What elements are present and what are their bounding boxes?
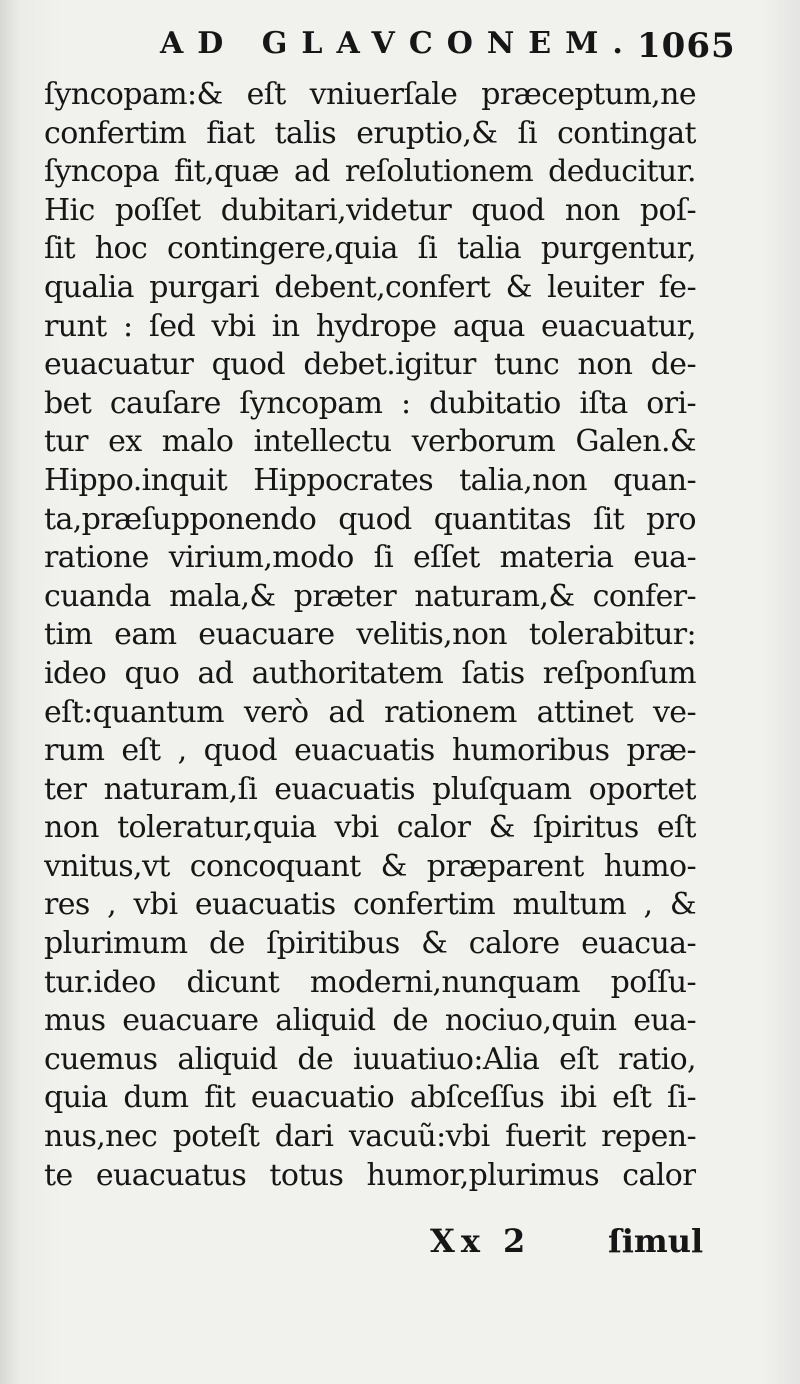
text-line: ſyncopam:& eſt vniuerſale præceptum,ne bbox=[44, 77, 696, 112]
text-line: confertim fiat talis eruptio,& ſi contingat bbox=[44, 115, 696, 151]
text-line: plurimum de ſpiritibus & calore euacua- bbox=[44, 926, 696, 962]
text-line: qualia purgari debent,confert & leuiter fe- bbox=[44, 269, 696, 305]
text-line: ſyncopa fit,quæ ad reſolutionem deducitur. bbox=[44, 154, 696, 190]
text-line: cuemus aliquid de iuuatiuo:Alia eſt ratio, bbox=[44, 1041, 696, 1077]
text-line: nus,nec poteſt dari vacuũ:vbi fuerit repen- bbox=[44, 1119, 696, 1155]
body-text bbox=[44, 76, 696, 1195]
text-line: ter naturam,ſi euacuatis pluſquam oportet bbox=[44, 771, 696, 807]
page-header bbox=[160, 26, 736, 72]
text-line: ta,præſupponendo quod quantitas ſit pro bbox=[44, 501, 696, 537]
text-line: bet cauſare ſyncopam : dubitatio iſta ori- bbox=[44, 385, 696, 421]
text-line: Hippo.inquit Hippocrates talia,non quan- bbox=[44, 462, 696, 498]
catchword: ſimul bbox=[608, 1222, 704, 1260]
text-line: Hic poſſet dubitari,videtur quod non poſ- bbox=[44, 192, 696, 228]
text-line: euacuatur quod debet.igitur tunc non de- bbox=[44, 347, 696, 383]
running-head: AD GLAVCONEM. bbox=[160, 26, 637, 61]
text-line: mus euacuare aliquid de nociuo,quin eua- bbox=[44, 1003, 696, 1039]
text-line: te euacuatus totus humor,plurimus calor bbox=[44, 1157, 696, 1193]
text-line: non toleratur,quia vbi calor & ſpiritus eſt bbox=[44, 810, 696, 846]
text-line: res , vbi euacuatis confertim multum , & bbox=[44, 887, 696, 923]
text-line: ratione virium,modo ſi eſſet materia eua- bbox=[44, 540, 696, 576]
page-number: 1065 bbox=[637, 26, 736, 66]
text-line: ſit hoc contingere,quia ſi talia purgentur, bbox=[44, 231, 696, 267]
text-line: ideo quo ad authoritatem ſatis reſponſum bbox=[44, 655, 696, 691]
signature-mark: Xx 2 bbox=[430, 1222, 532, 1260]
text-line: tim eam euacuare velitis,non tolerabitur: bbox=[44, 617, 696, 653]
text-line: vnitus,vt concoquant & præparent humo- bbox=[44, 848, 696, 884]
page-footer bbox=[0, 1222, 800, 1272]
text-line: tur ex malo intellectu verborum Galen.& bbox=[44, 424, 696, 460]
text-line: runt : ſed vbi in hydrope aqua euacuatur, bbox=[44, 308, 696, 344]
text-line: eſt:quantum verò ad rationem attinet ve- bbox=[44, 694, 696, 730]
text-line: quia dum fit euacuatio abſceſſus ibi eſt ſi- bbox=[44, 1080, 696, 1116]
text-line: cuanda mala,& præter naturam,& confer- bbox=[44, 578, 696, 614]
text-line: rum eſt , quod euacuatis humoribus præ- bbox=[44, 733, 696, 769]
text-line: tur.ideo dicunt moderni,nunquam poſſu- bbox=[44, 964, 696, 1000]
